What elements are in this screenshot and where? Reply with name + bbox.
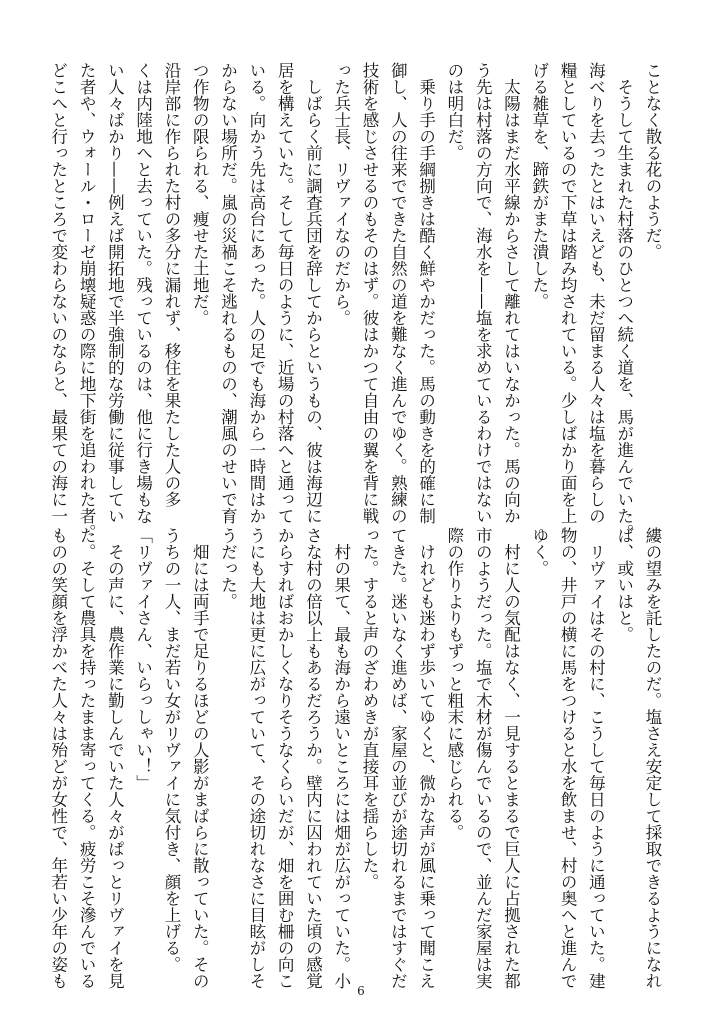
text-line: さな村の倍以上もあるだろうか。壁内に囚われていた頃の感覚 xyxy=(303,527,323,989)
text-line: 市のようだった。塩で木材が傷んでいるので、並んだ家屋は実 xyxy=(473,527,493,989)
text-line: 太陽はまだ水平線からさして離れてはいなかった。馬の向か xyxy=(501,62,521,524)
text-line: うにも大地は更に広がっていて、その途切れなさに目眩がしそ xyxy=(246,527,266,989)
text-line: 海べりを去ったとはいえども、未だ留まる人々は塩を暮らしの xyxy=(586,62,606,524)
text-line: くは内陸地へと去っていた。残っているのは、他に行き場もな xyxy=(133,62,153,524)
text-line: 畑には両手で足りるほどの人影がまばらに散っていた。その xyxy=(190,527,210,989)
text-line: 乗り手の手綱捌きは酷く鮮やかだった。馬の動きを的確に制 xyxy=(416,62,436,524)
text-line: た者や、ウォール・ローゼ崩壊疑惑の際に地下街を追われた者。 xyxy=(77,62,97,541)
text-line: からない場所だ。嵐の災禍こそ逃れるものの、潮風のせいで育 xyxy=(218,62,238,524)
text-line: ことなく散る花のようだ。 xyxy=(643,62,662,260)
text-line: 「リヴァイさん、いらっしゃい！」 xyxy=(133,527,153,791)
text-line: った。すると声のざわめきが直接耳を揺らした。 xyxy=(360,527,380,890)
page-number: 6 xyxy=(357,984,365,998)
text-line: げる雑草を、蹄鉄がまた潰した。 xyxy=(529,62,549,310)
text-line: ものの笑顔を浮かべた人々は殆どが女性で、年若い少年の姿も xyxy=(48,527,68,989)
text-line: 沿岸部に作られた村の多分に漏れず、移住を果たした人の多 xyxy=(161,62,181,508)
text-line: 技術を感じさせるのもそのはず。彼はかつて自由の翼を背に戦 xyxy=(360,62,380,524)
text-line: い人々ばかり——例えば開拓地で半強制的な労働に従事してい xyxy=(105,62,125,524)
text-line: 物の、井戸の横に馬をつけると水を飲ませ、村の奥へと進んで xyxy=(558,527,578,989)
text-line: つ作物の限られる、痩せた土地だ。 xyxy=(190,62,210,326)
bottom-text-block xyxy=(48,527,666,989)
text-line: からすればおかしくなりそうなくらいだが、畑を囲む柵の向こ xyxy=(275,527,295,989)
text-line: 糧としているので下草は踏み均されている。少しばかり面を上 xyxy=(558,62,578,524)
top-text-block xyxy=(48,62,666,541)
text-line: ば、或いはと。 xyxy=(614,527,634,643)
text-line: 村に人の気配はなく、一見するとまるで巨人に占拠された都 xyxy=(501,527,521,989)
text-line: 居を構えていた。そして毎日のように、近場の村落へと通って xyxy=(275,62,295,524)
text-line: いる。向かう先は高台にあった。人の足でも海から一時間はか xyxy=(246,62,266,524)
text-line: うだった。 xyxy=(218,527,238,610)
text-line: てきた。迷いなく進めば、家屋の並びが途切れるまではすぐだ xyxy=(388,527,408,989)
text-line: けれども迷わず歩いてゆくと、微かな声が風に乗って聞こえ xyxy=(416,527,436,989)
text-line: った兵士長、リヴァイなのだから。 xyxy=(331,62,351,326)
text-line: 村の果て、最も海から遠いところには畑が広がっていた。小 xyxy=(331,527,351,989)
text-line: そうして生まれた村落のひとつへ続く道を、馬が進んでいた。 xyxy=(614,62,634,541)
text-line: う先は村落の方向で、海水を——塩を求めているわけではない xyxy=(473,62,493,524)
text-line: しばらく前に調査兵団を辞してからというもの、彼は海辺に xyxy=(303,62,323,524)
text-line: のは明白だ。 xyxy=(444,62,464,161)
text-line: うちの一人、まだ若い女がリヴァイに気付き、顔を上げる。 xyxy=(161,527,181,973)
text-line: 際の作りよりもずっと粗末に感じられる。 xyxy=(444,527,464,841)
text-line: ゆく。 xyxy=(529,527,549,577)
text-line: リヴァイはその村に、こうして毎日のように通っていた。建 xyxy=(586,527,606,989)
text-line: た。そして農具を持ったまま寄ってくる。疲労こそ滲んでいる xyxy=(77,527,97,989)
text-line: 縷の望みを託したのだ。塩さえ安定して採取できるようになれ xyxy=(643,527,662,989)
text-line: 御し、人の往来でできた自然の道を難なく進んでゆく。熟練の xyxy=(388,62,408,524)
text-line: どこへと行ったところで変わらないのならと、最果ての海に一 xyxy=(48,62,68,524)
text-line: その声に、農作業に勤しんでいた人々がぱっとリヴァイを見 xyxy=(105,527,125,989)
